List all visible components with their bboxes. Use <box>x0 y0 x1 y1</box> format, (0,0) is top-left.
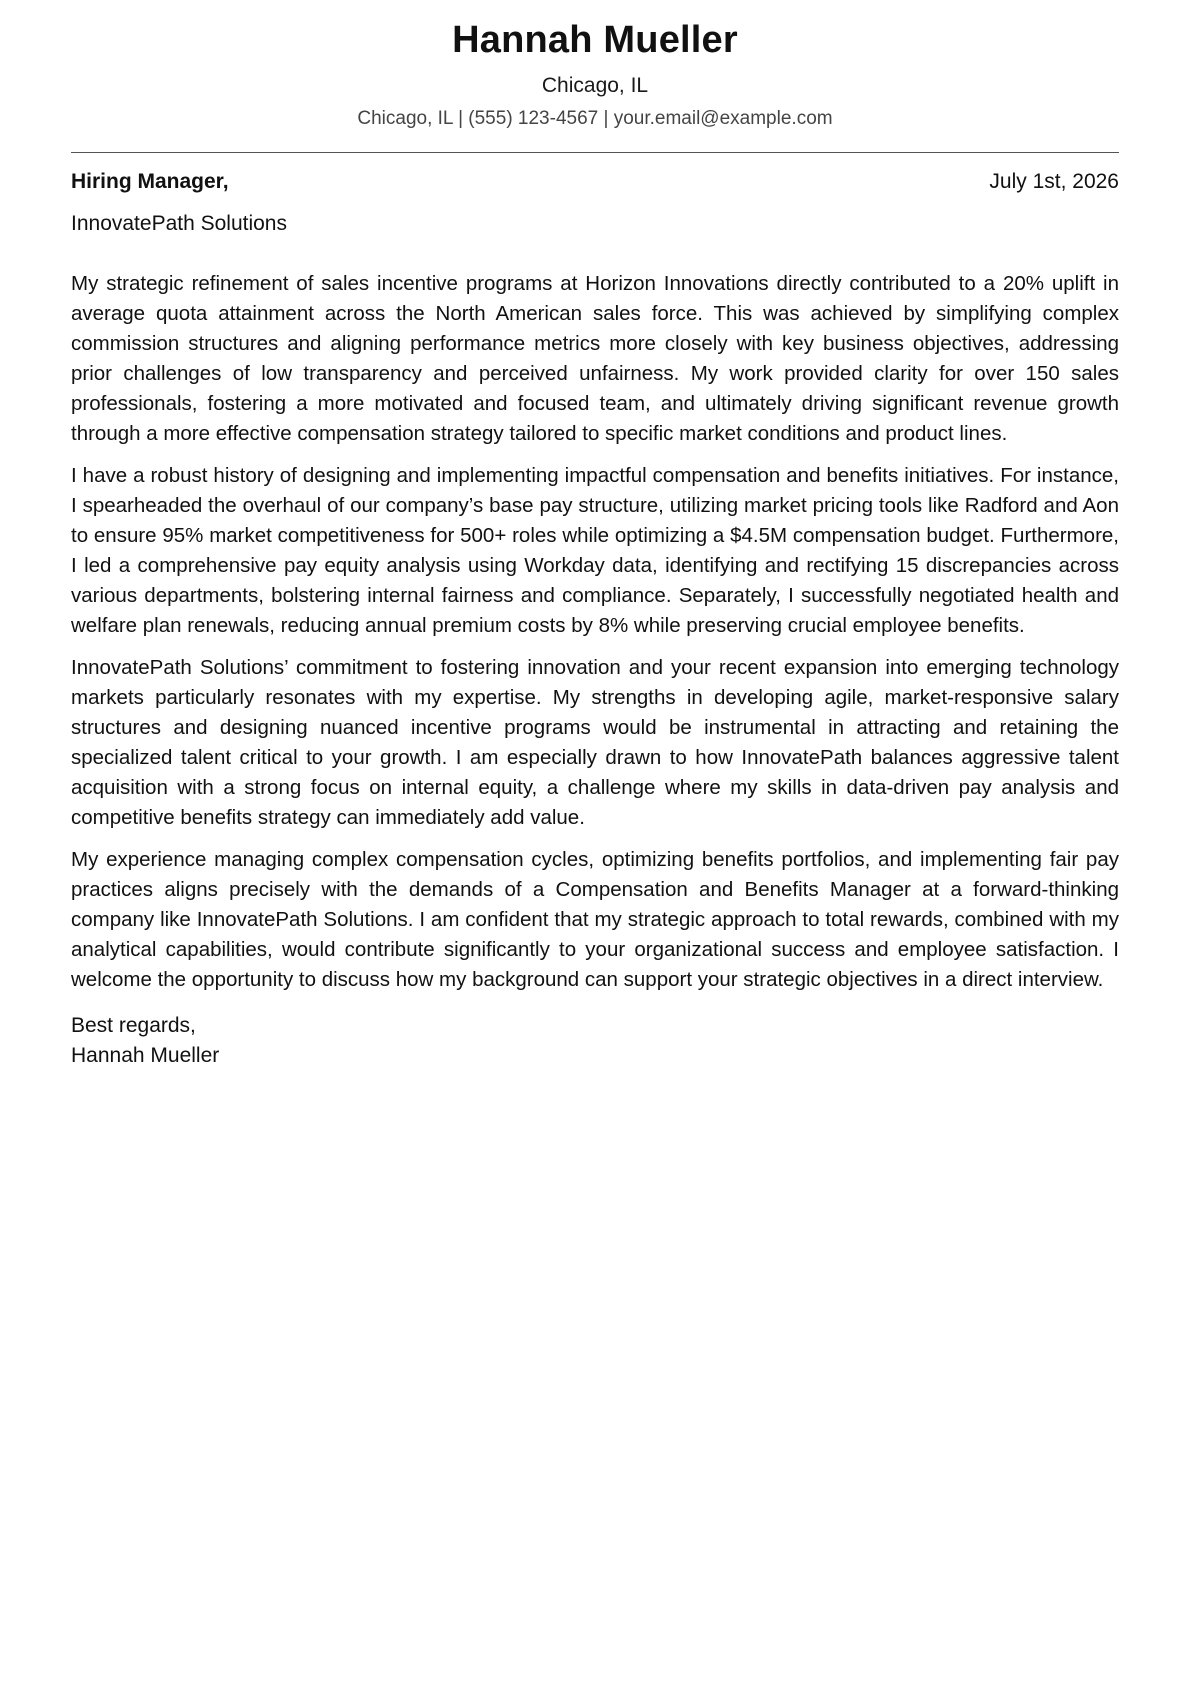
body-paragraph: I have a robust history of designing and implementing impactful compensation and benefits initiatives. For instance, I spearheaded the overhaul of our company’s base pay structure, utilizing market pricing tools like Radford and Aon to ensure 95% market competitiveness for 500+ roles while optimizing a $4.5M compensation budget. Furthermore, I led a comprehensive pay equity analysis using Workday data, identifying and rectifying 15 discrepancies across various departments, bolstering internal fairness and compliance. Separately, I successfully negotiated health and welfare plan renewals, reducing annual premium costs by 8% while preserving crucial employee benefits. <box>71 464 1119 637</box>
body-paragraph: My experience managing complex compensation cycles, optimizing benefits portfolios, and implementing fair pay practices aligns precisely with the demands of a Compensation and Benefits Manager at a forward-thinking company like InnovatePath Solutions. I am confident that my strategic approach to total rewards, combined with my analytical capabilities, would contribute significantly to your organizational success and employee satisfaction. I welcome the opportunity to discuss how my background can support your strategic objectives in a direct interview. <box>71 848 1119 991</box>
sender-contact-line: Chicago, IL | (555) 123-4567 | your.email@example.com <box>357 108 833 129</box>
sender-name: Hannah Mueller <box>452 19 738 61</box>
sender-location: Chicago, IL <box>541 74 649 97</box>
recipient-greeting: Hiring Manager, <box>71 170 229 193</box>
header-divider <box>71 152 1119 153</box>
body-paragraph: My strategic refinement of sales incentive programs at Horizon Innovations directly contributed to a 20% uplift in average quota attainment across the North American sales force. This was achieved by simplifying complex commission structures and aligning performance metrics more closely with key business objectives, addressing prior challenges of low transparency and perceived unfairness. My work provided clarity for over 150 sales professionals, fostering a more motivated and focused team, and ultimately driving significant revenue growth through a more effective compensation strategy tailored to specific market conditions and product lines. <box>71 272 1119 445</box>
letter-closing <box>71 1011 1119 1071</box>
body-paragraph: InnovatePath Solutions’ commitment to fostering innovation and your recent expansion into emerging technology markets particularly resonates with my expertise. My strengths in developing agile, market-responsive salary structures and designing nuanced incentive programs would be instrumental in attracting and retaining the specialized talent critical to your growth. I am especially drawn to how InnovatePath balances aggressive talent acquisition with a strong focus on internal equity, a challenge where my skills in data-driven pay analysis and competitive benefits strategy can immediately add value. <box>71 656 1119 829</box>
letter-body <box>71 269 1119 995</box>
letter-header <box>71 16 1119 132</box>
recipient-company: InnovatePath Solutions <box>71 212 287 235</box>
letter-date: July 1st, 2026 <box>989 170 1119 193</box>
recipient-date-row <box>71 167 1119 197</box>
closing-salutation: Best regards, <box>71 1014 196 1037</box>
signature-name: Hannah Mueller <box>71 1044 220 1067</box>
